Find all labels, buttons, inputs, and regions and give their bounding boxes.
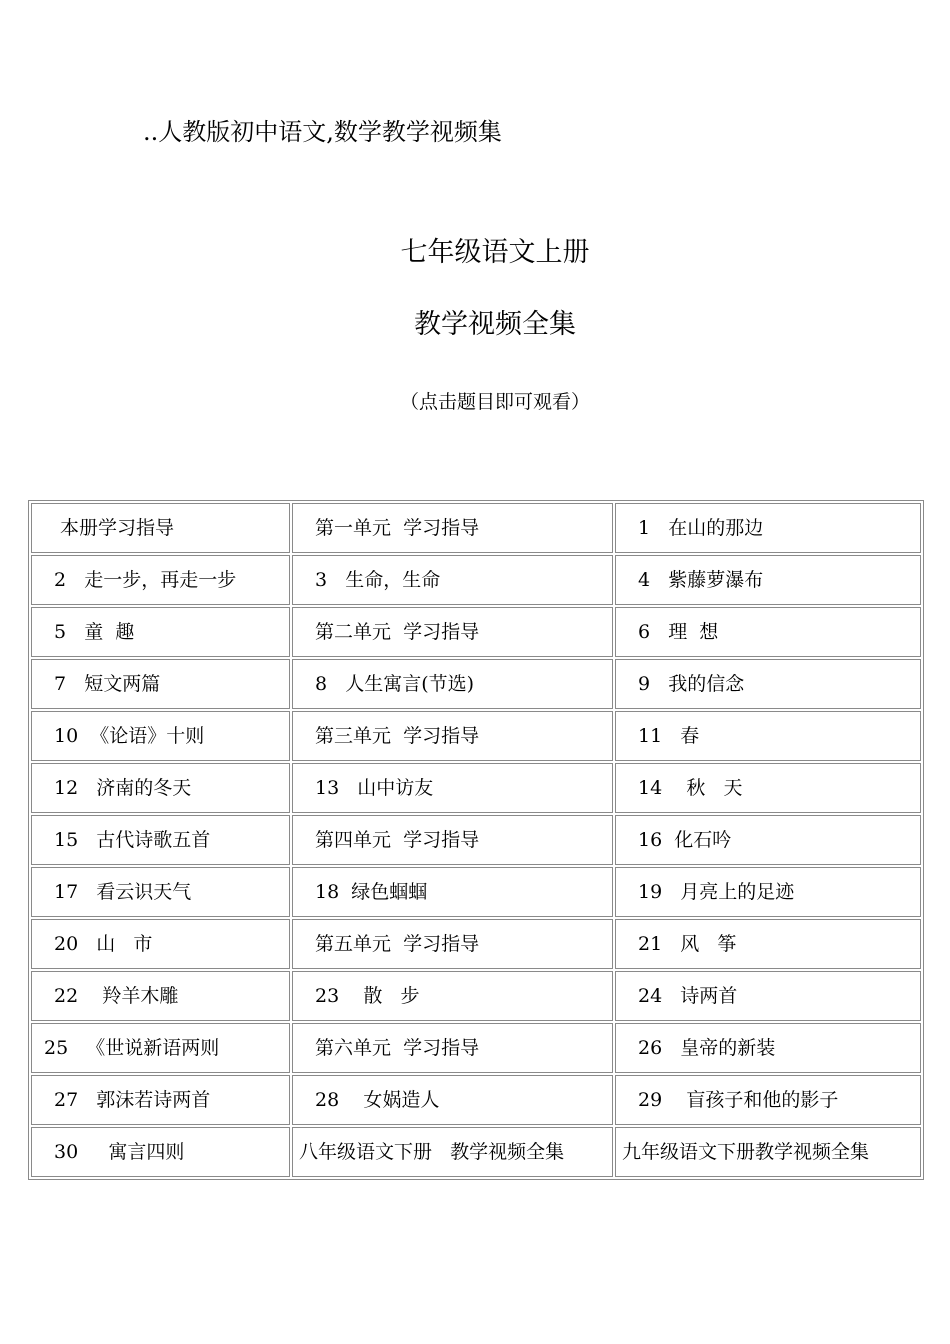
lesson-link[interactable]: 7 短文两篇 <box>31 659 290 709</box>
lesson-link[interactable]: 5 童 趣 <box>31 607 290 657</box>
lesson-link[interactable]: 15 古代诗歌五首 <box>31 815 290 865</box>
lesson-link[interactable]: 10 《论语》十则 <box>31 711 290 761</box>
table-row <box>31 971 921 1021</box>
lesson-link[interactable]: 27 郭沫若诗两首 <box>31 1075 290 1125</box>
lesson-link[interactable]: 第一单元 学习指导 <box>292 503 613 553</box>
lesson-link[interactable]: 第五单元 学习指导 <box>292 919 613 969</box>
lesson-link[interactable]: 3 生命，生命 <box>292 555 613 605</box>
click-hint: （点击题目即可观看） <box>399 391 590 413</box>
table-row <box>31 1127 921 1177</box>
lesson-link[interactable]: 14 秋 天 <box>615 763 921 813</box>
document-title: ..人教版初中语文,数学教学视频集 <box>143 118 502 146</box>
lesson-link[interactable]: 12 济南的冬天 <box>31 763 290 813</box>
lesson-link[interactable]: 17 看云识天气 <box>31 867 290 917</box>
lesson-link[interactable]: 4 紫藤萝瀑布 <box>615 555 921 605</box>
table-row <box>31 711 921 761</box>
lesson-link[interactable]: 第三单元 学习指导 <box>292 711 613 761</box>
lesson-link[interactable]: 24 诗两首 <box>615 971 921 1021</box>
lesson-link[interactable]: 20 山 市 <box>31 919 290 969</box>
grade8-collection-link[interactable]: 八年级语文下册 教学视频全集 <box>292 1127 613 1177</box>
table-row <box>31 867 921 917</box>
lesson-link[interactable]: 9 我的信念 <box>615 659 921 709</box>
lesson-link[interactable]: 本册学习指导 <box>31 503 290 553</box>
lesson-link[interactable]: 13 山中访友 <box>292 763 613 813</box>
lesson-link[interactable]: 11 春 <box>615 711 921 761</box>
lesson-link[interactable]: 23 散 步 <box>292 971 613 1021</box>
lesson-link[interactable]: 22 羚羊木雕 <box>31 971 290 1021</box>
lesson-link[interactable]: 1 在山的那边 <box>615 503 921 553</box>
lesson-link[interactable]: 19 月亮上的足迹 <box>615 867 921 917</box>
lesson-link[interactable]: 26 皇帝的新装 <box>615 1023 921 1073</box>
lesson-link[interactable]: 6 理 想 <box>615 607 921 657</box>
table-row <box>31 919 921 969</box>
lesson-link[interactable]: 第二单元 学习指导 <box>292 607 613 657</box>
lesson-link[interactable]: 8 人生寓言(节选) <box>292 659 613 709</box>
grade9-collection-link[interactable]: 九年级语文下册教学视频全集 <box>615 1127 921 1177</box>
heading-video-collection: 教学视频全集 <box>414 309 576 340</box>
lesson-link[interactable]: 28 女娲造人 <box>292 1075 613 1125</box>
table-row <box>31 503 921 553</box>
lesson-link[interactable]: 29 盲孩子和他的影子 <box>615 1075 921 1125</box>
lesson-link[interactable]: 第六单元 学习指导 <box>292 1023 613 1073</box>
table-row <box>31 1075 921 1125</box>
table-row <box>31 555 921 605</box>
lesson-link[interactable]: 第四单元 学习指导 <box>292 815 613 865</box>
table-row <box>31 607 921 657</box>
lesson-link[interactable]: 21 风 筝 <box>615 919 921 969</box>
lesson-link[interactable]: 2 走一步，再走一步 <box>31 555 290 605</box>
lesson-link[interactable]: 18 绿色蝈蝈 <box>292 867 613 917</box>
lesson-table <box>28 500 924 1180</box>
lesson-link[interactable]: 30 寓言四则 <box>31 1127 290 1177</box>
table-row <box>31 815 921 865</box>
table-row <box>31 1023 921 1073</box>
table-row <box>31 763 921 813</box>
heading-grade-volume: 七年级语文上册 <box>400 237 590 268</box>
lesson-link[interactable]: 25 《世说新语两则 <box>31 1023 290 1073</box>
table-row <box>31 659 921 709</box>
lesson-link[interactable]: 16 化石吟 <box>615 815 921 865</box>
